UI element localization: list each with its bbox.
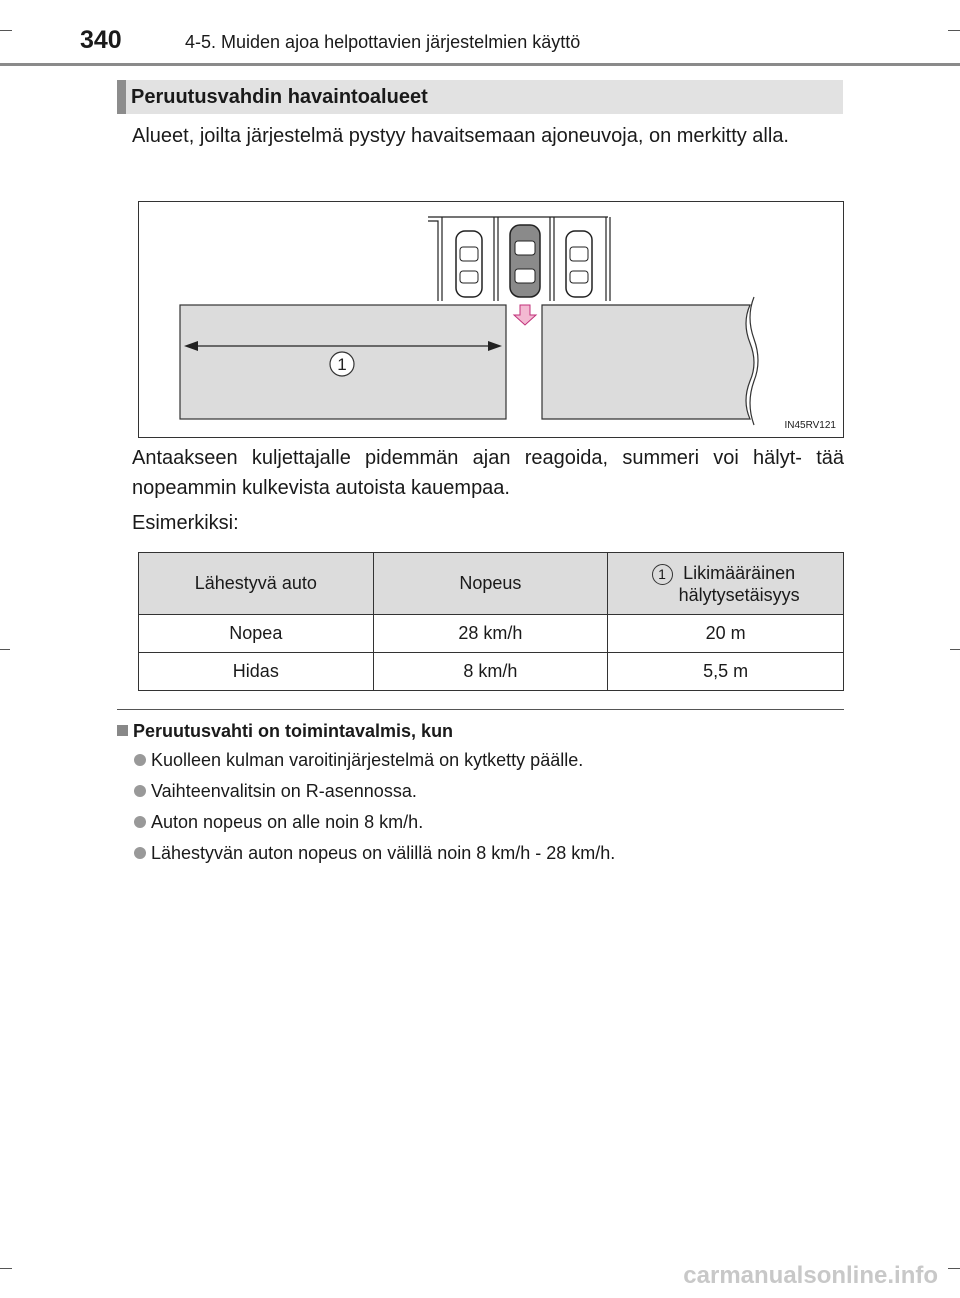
crop-mark bbox=[948, 30, 960, 31]
table-cell: 8 km/h bbox=[373, 653, 608, 691]
table-header-row bbox=[139, 553, 844, 615]
crop-mark bbox=[0, 30, 12, 31]
table-cell: Nopea bbox=[139, 615, 374, 653]
table-cell: 20 m bbox=[608, 615, 844, 653]
table-cell: 5,5 m bbox=[608, 653, 844, 691]
page-number: 340 bbox=[80, 26, 122, 54]
paragraph-example: Esimerkiksi: bbox=[132, 512, 239, 534]
callout-number: 1 bbox=[337, 355, 347, 374]
paragraph-alert: Antaakseen kuljettajalle pidemmän ajan reagoida, summeri voi hälyt- tää nopeammin kulkevista autoista kauempaa. bbox=[132, 447, 844, 499]
parked-car-left bbox=[456, 231, 482, 297]
list-item-text: Lähestyvän auton nopeus on välillä noin 8 km/h - 28 km/h. bbox=[151, 843, 616, 863]
callout-number: 1 bbox=[652, 564, 673, 585]
header-line: Likimääräinen bbox=[683, 562, 796, 583]
crop-mark bbox=[0, 649, 10, 650]
own-car bbox=[510, 225, 540, 297]
watermark: carmanualsonline.info bbox=[683, 1262, 938, 1289]
bullet-dot-icon bbox=[134, 847, 146, 859]
detection-area-figure bbox=[138, 201, 844, 438]
table-row bbox=[139, 653, 844, 691]
list-item-text: Kuolleen kulman varoitinjärjestelmä on kytketty päälle. bbox=[151, 750, 584, 770]
list-item bbox=[134, 843, 615, 864]
parked-car-right bbox=[566, 231, 592, 297]
column-header-distance bbox=[608, 553, 844, 615]
list-item-text: Auton nopeus on alle noin 8 km/h. bbox=[151, 812, 424, 832]
list-item bbox=[134, 812, 423, 833]
alert-distance-table bbox=[138, 552, 844, 691]
section-title: Peruutusvahdin havaintoalueet bbox=[117, 80, 843, 114]
crop-mark bbox=[948, 1268, 960, 1269]
crop-mark bbox=[950, 649, 960, 650]
bullet-dot-icon bbox=[134, 816, 146, 828]
note-title-text: Peruutusvahti on toimintavalmis, kun bbox=[133, 721, 454, 741]
column-header: Lähestyvä auto bbox=[139, 553, 374, 615]
bullet-dot-icon bbox=[134, 785, 146, 797]
chapter-title: 4-5. Muiden ajoa helpottavien järjestelmien käyttö bbox=[185, 32, 581, 52]
bullet-dot-icon bbox=[134, 754, 146, 766]
note-divider bbox=[117, 709, 844, 710]
note-title bbox=[117, 721, 453, 742]
list-item bbox=[134, 750, 583, 771]
crop-mark bbox=[0, 1268, 12, 1269]
table-cell: Hidas bbox=[139, 653, 374, 691]
column-header: Nopeus bbox=[373, 553, 608, 615]
list-item-text: Vaihteenvalitsin on R-asennossa. bbox=[151, 781, 417, 801]
table-row bbox=[139, 615, 844, 653]
header-rule bbox=[0, 63, 960, 66]
intro-paragraph: Alueet, joilta järjestelmä pystyy havaitsemaan ajoneuvoja, on merkitty alla. bbox=[132, 125, 789, 147]
detection-area-right bbox=[542, 305, 754, 419]
list-item bbox=[134, 781, 417, 802]
header-line: hälytysetäisyys bbox=[678, 584, 800, 605]
table-cell: 28 km/h bbox=[373, 615, 608, 653]
parking-diagram bbox=[138, 201, 844, 438]
square-bullet-icon bbox=[117, 725, 128, 736]
figure-code: IN45RV121 bbox=[784, 420, 836, 431]
